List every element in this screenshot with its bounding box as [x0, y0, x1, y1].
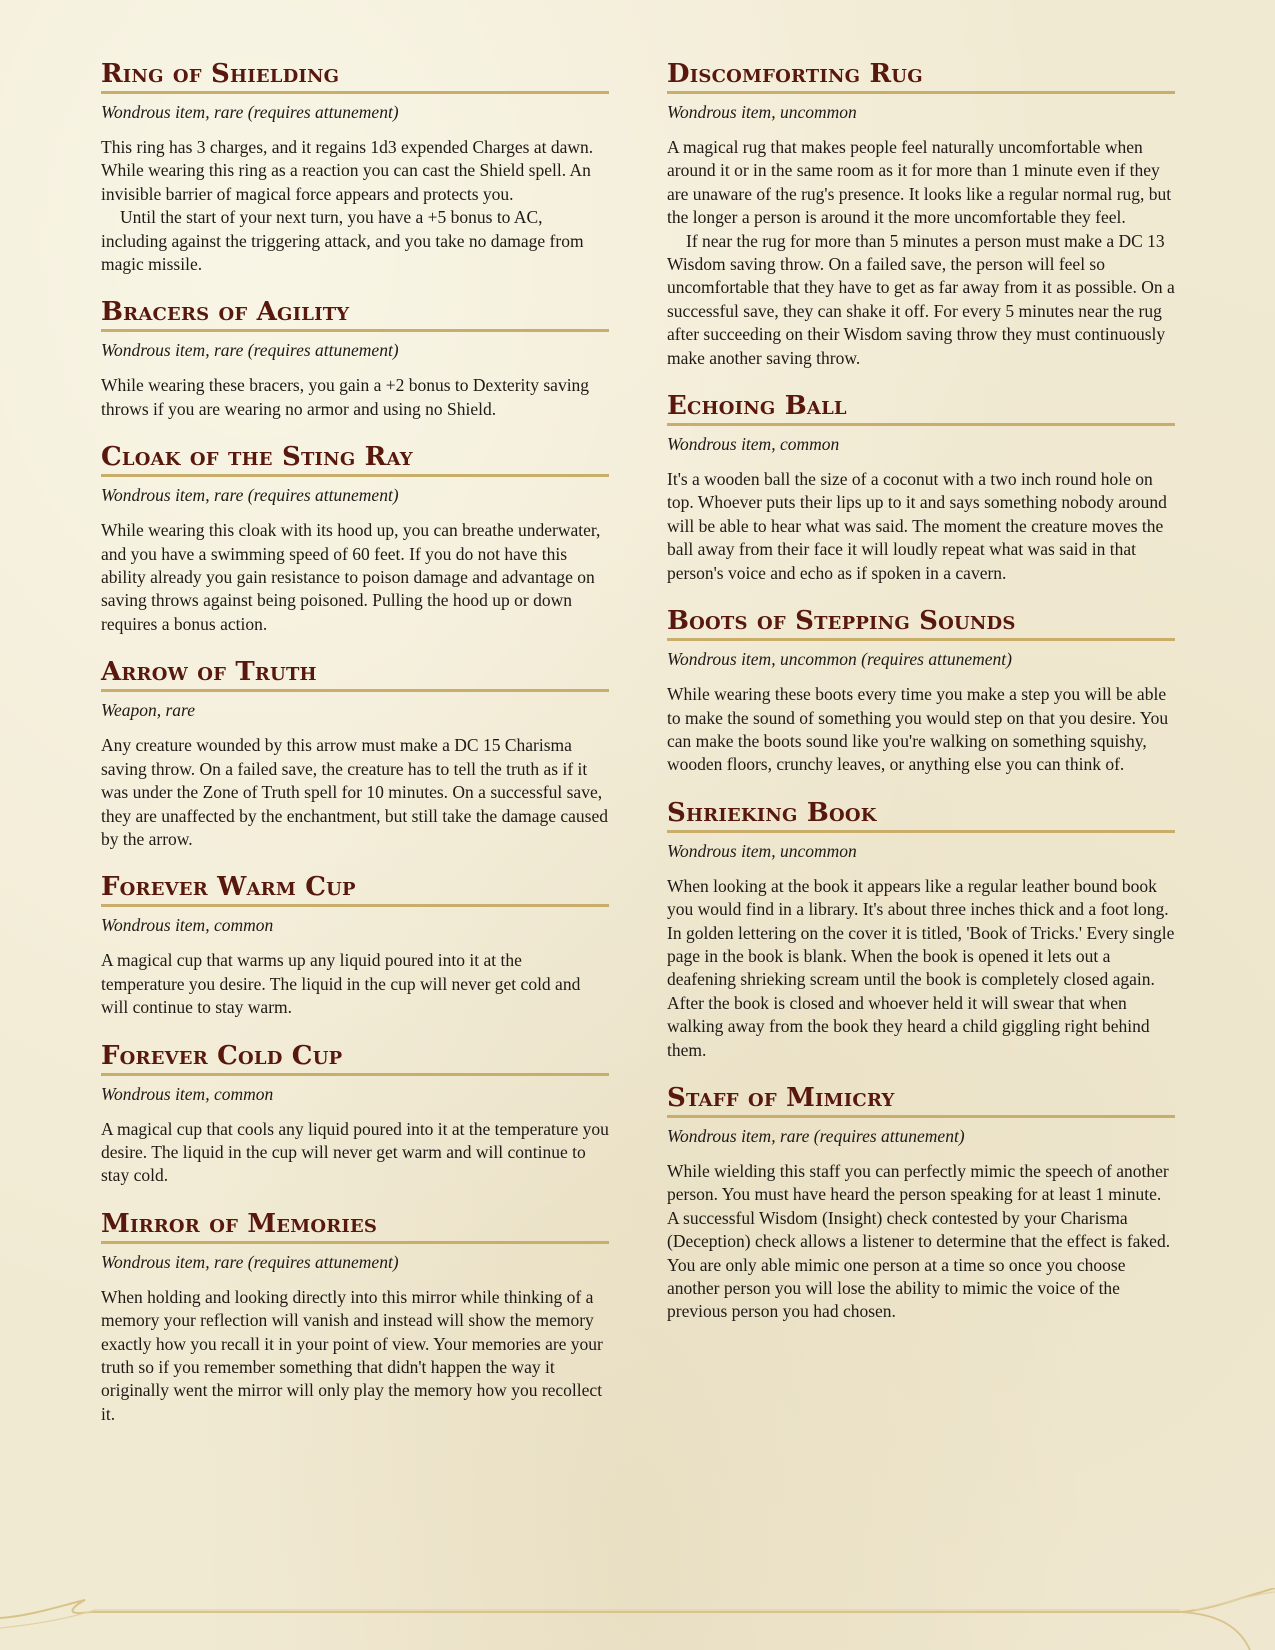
description-paragraph: Any creature wounded by this arrow must make a DC 15 Charisma saving throw. On a failed save, the creature has to tell the truth as if it was under the Zone of Truth spell for 10 minutes. On a successful save, they are unaffected by the enchantment, but still take the damage caused by the arrow.	[101, 735, 608, 849]
item-staff-of-mimicry	[667, 1082, 1175, 1324]
item-description	[101, 1118, 609, 1188]
item-title: Staff of Mimicry	[667, 1082, 1175, 1118]
item-description	[101, 1286, 609, 1426]
description-paragraph: Until the start of your next turn, you have a +5 bonus to AC, including against the triggering attack, and you take no damage from magic missile.	[101, 207, 584, 275]
description-paragraph: If near the rug for more than 5 minutes a person must make a DC 13 Wisdom saving throw. On a failed save, the person will feel so uncomfortable that they have to get as far away from it as possible. On a successful save, they can shake it off. For every 5 minutes near the rug after succeeding on their Wisdom saving throw they must continuously make another saving throw.	[667, 230, 1175, 368]
right-column	[667, 58, 1175, 1344]
item-description	[667, 1160, 1175, 1324]
item-description	[667, 683, 1175, 777]
item-type: Wondrous item, uncommon	[667, 840, 857, 861]
item-type: Wondrous item, common	[667, 434, 840, 455]
item-type: Wondrous item, uncommon	[667, 102, 857, 122]
item-title: Mirror of Memories	[101, 1208, 609, 1244]
left-column	[101, 58, 609, 1446]
item-type: Wondrous item, rare (requires attunement)	[101, 1251, 399, 1272]
description-paragraph: While wearing these bracers, you gain a +2 bonus to Dexterity saving throws if you are wearing no armor and using no Shield.	[101, 375, 590, 419]
item-description	[101, 519, 609, 636]
description-paragraph: While wearing these boots every time you make a step you will be able to make the sound of something you would step on that you desire. You can make the boots sound like you're walking on something squishy, wooden floors, crunchy leaves, or anything else you can think of.	[667, 684, 1169, 775]
item-cloak-of-the-sting-ray	[101, 441, 609, 636]
item-description	[667, 468, 1175, 585]
item-discomforting-rug	[667, 58, 1175, 370]
item-type: Weapon, rare	[101, 700, 195, 721]
item-title: Boots of Stepping Sounds	[667, 605, 1175, 641]
description-paragraph: When holding and looking directly into this mirror while thinking of a memory your reflection will vanish and instead will show the memory exactly how you recall it in your point of view. Your memories are your truth so if you remember something that didn't happen the way it originally went the mirror will only play the memory how you recollect it.	[101, 1286, 603, 1424]
item-mirror-of-memories	[101, 1208, 609, 1426]
item-title: Arrow of Truth	[101, 656, 609, 692]
item-title: Discomforting Rug	[667, 58, 1175, 94]
item-type: Wondrous item, rare (requires attunement)	[667, 1125, 965, 1146]
description-paragraph: While wearing this cloak with its hood up, you can breathe underwater, and you have a swimming speed of 60 feet. If you do not have this ability already you gain resistance to poison damage and advantage on saving throws against being poisoned. Pulling the hood up or down requires a bonus action.	[101, 520, 601, 634]
item-title: Forever Warm Cup	[101, 871, 609, 907]
item-title: Echoing Ball	[667, 390, 1175, 426]
item-title: Shrieking Book	[667, 797, 1175, 833]
item-ring-of-shielding	[101, 58, 609, 276]
item-description	[667, 875, 1175, 1062]
item-description	[101, 734, 609, 851]
item-boots-of-stepping-sounds	[667, 605, 1175, 777]
item-forever-warm-cup	[101, 871, 609, 1019]
description-paragraph: This ring has 3 charges, and it regains 1d3 expended Charges at dawn. While wearing this ring as a reaction you can cast the Shield spell. An invisible barrier of magical force appears and protects you.	[101, 137, 594, 204]
item-bracers-of-agility	[101, 296, 609, 421]
description-paragraph: A magical rug that makes people feel naturally uncomfortable when around it or in the same room as it for more than 1 minute even if they are unaware of the rug's presence. It looks like a regular normal rug, but the longer a person is around it the more uncomfortable they feel.	[667, 137, 1172, 228]
item-type: Wondrous item, rare (requires attunement)	[101, 102, 399, 122]
item-title: Cloak of the Sting Ray	[101, 441, 609, 477]
description-paragraph: While wielding this staff you can perfectly mimic the speech of another person. You must have heard the person speaking for at least 1 minute. A successful Wisdom (Insight) check contested by your Charisma (Deception) check allows a listener to determine that the effect is faked. You are only able mimic one person at a time so once you choose another person you will lose the ability to mimic the voice of the previous person you had chosen.	[667, 1160, 1171, 1322]
item-description	[667, 136, 1175, 370]
item-arrow-of-truth	[101, 656, 609, 851]
item-title: Bracers of Agility	[101, 296, 609, 332]
description-paragraph: A magical cup that cools any liquid poured into it at the temperature you desire. The liquid in the cup will never get warm and will continue to stay cold.	[101, 1118, 609, 1186]
footer-ornament	[0, 1588, 1275, 1650]
description-paragraph: It's a wooden ball the size of a coconut with a two inch round hole on top. Whoever puts their lips up to it and says something nobody around will be able to hear what was said. The moment the creature moves the ball away from their face it will loudly repeat what was said in that person's voice and echo as if spoken in a cavern.	[667, 469, 1167, 583]
item-description	[101, 374, 609, 421]
description-paragraph: When looking at the book it appears like a regular leather bound book you would find in a library. It's about three inches thick and a foot long. In golden lettering on the cover it is titled, 'Book of Tricks.' Every single page in the book is blank. When the book is opened it lets out a deafening shrieking scream until the book is completely closed again. After the book is closed and whoever held it will swear that when walking away from the book they heard a child giggling right behind them.	[667, 875, 1175, 1060]
item-forever-cold-cup	[101, 1040, 609, 1188]
item-title: Forever Cold Cup	[101, 1040, 609, 1076]
item-description	[101, 136, 609, 276]
item-title: Ring of Shielding	[101, 58, 609, 94]
item-shrieking-book	[667, 797, 1175, 1062]
item-type: Wondrous item, rare (requires attunement)	[101, 340, 399, 361]
item-type: Wondrous item, common	[101, 915, 274, 936]
item-description	[101, 949, 609, 1019]
description-paragraph: A magical cup that warms up any liquid poured into it at the temperature you desire. The liquid in the cup will never get cold and will continue to stay warm.	[101, 950, 581, 1018]
item-type: Wondrous item, common	[101, 1083, 274, 1104]
item-type: Wondrous item, uncommon (requires attunement)	[667, 649, 1012, 670]
item-echoing-ball	[667, 390, 1175, 585]
item-type: Wondrous item, rare (requires attunement)	[101, 485, 399, 506]
